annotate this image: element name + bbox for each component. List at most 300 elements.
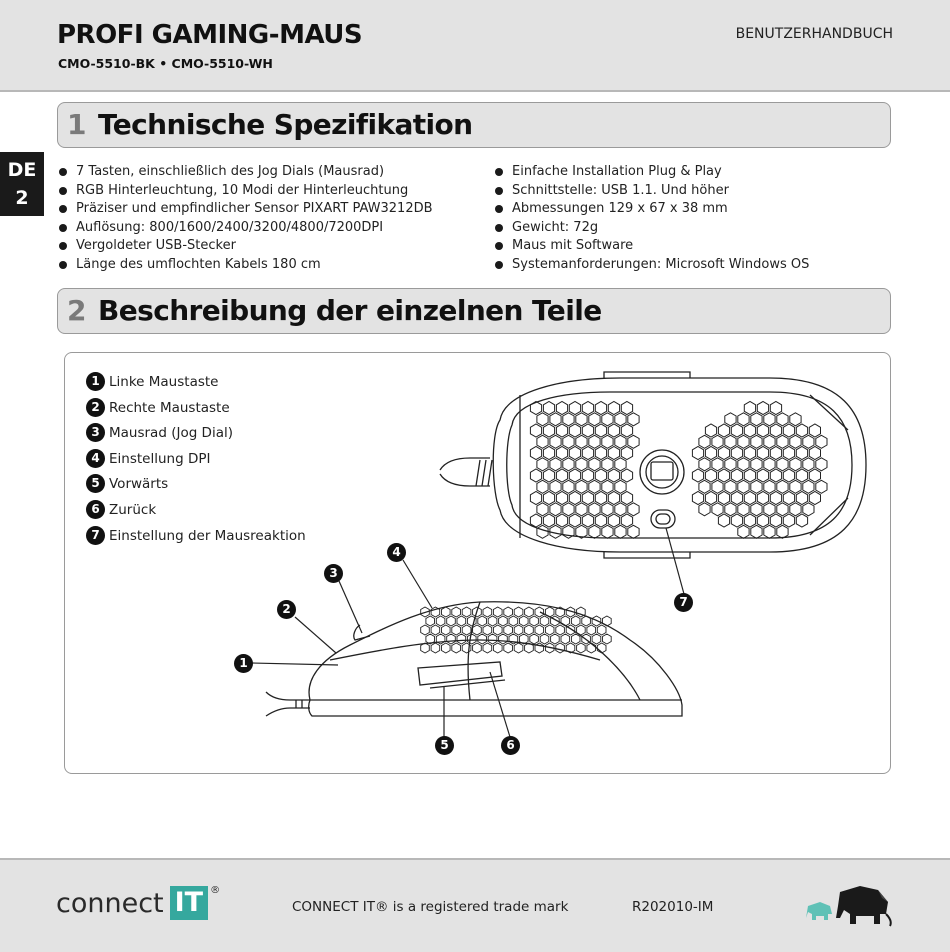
hex-hole <box>569 447 580 460</box>
hex-hole <box>530 634 539 644</box>
callout-2-badge: 2 <box>277 600 296 619</box>
legend-item <box>86 500 306 526</box>
hex-hole <box>537 458 548 471</box>
hex-hole <box>535 607 544 617</box>
hex-hole <box>615 503 626 516</box>
spec-item: Präziser und empfindlicher Sensor PIXART PAW3212DB <box>58 200 433 219</box>
legend-item <box>86 526 306 552</box>
hex-hole <box>692 492 703 505</box>
hex-hole <box>712 458 723 471</box>
hex-hole <box>431 625 440 635</box>
hex-hole <box>764 435 775 448</box>
hex-hole <box>452 643 461 653</box>
hex-hole <box>796 447 807 460</box>
hex-hole <box>442 607 451 617</box>
hex-hole <box>757 492 768 505</box>
hex-pattern-left <box>530 402 639 539</box>
hex-hole <box>556 514 567 527</box>
hex-hole <box>431 643 440 653</box>
hex-hole <box>783 514 794 527</box>
hex-hole <box>751 413 762 426</box>
hex-hole <box>563 458 574 471</box>
hex-hole <box>582 492 593 505</box>
hex-pattern-side <box>421 607 612 653</box>
hex-hole <box>545 625 554 635</box>
hex-hole <box>602 413 613 426</box>
hex-hole <box>725 458 736 471</box>
hex-hole <box>582 616 591 626</box>
hex-hole <box>757 469 768 482</box>
hex-hole <box>712 503 723 516</box>
hex-hole <box>569 492 580 505</box>
hex-hole <box>738 503 749 516</box>
hex-hole <box>621 424 632 437</box>
hex-hole <box>796 514 807 527</box>
hex-hole <box>483 625 492 635</box>
hex-hole <box>751 503 762 516</box>
hex-hole <box>543 492 554 505</box>
legend-label: Mausrad (Jog Dial) <box>109 425 233 442</box>
hex-hole <box>597 625 606 635</box>
hex-hole <box>783 424 794 437</box>
hex-hole <box>587 625 596 635</box>
hex-hole <box>509 616 518 626</box>
hex-hole <box>757 402 768 415</box>
legend-label: Vorwärts <box>109 476 169 493</box>
spec-item: Maus mit Software <box>494 237 809 256</box>
hex-hole <box>692 447 703 460</box>
hex-hole <box>571 616 580 626</box>
hex-hole <box>803 480 814 493</box>
hex-hole <box>731 424 742 437</box>
hex-hole <box>582 402 593 415</box>
hex-hole <box>628 503 639 516</box>
hex-hole <box>563 435 574 448</box>
hex-hole <box>803 458 814 471</box>
hex-hole <box>589 458 600 471</box>
hex-hole <box>608 424 619 437</box>
hex-hole <box>519 616 528 626</box>
hex-hole <box>462 607 471 617</box>
hex-hole <box>540 616 549 626</box>
hex-hole <box>777 458 788 471</box>
hex-hole <box>783 447 794 460</box>
brand-logo <box>56 885 220 921</box>
hex-hole <box>757 424 768 437</box>
spec-item: Einfache Installation Plug & Play <box>494 163 809 182</box>
hex-hole <box>426 616 435 626</box>
hex-hole <box>592 634 601 644</box>
hex-hole <box>628 435 639 448</box>
hex-hole <box>764 458 775 471</box>
hex-hole <box>589 503 600 516</box>
model-numbers: CMO-5510-BK • CMO-5510-WH <box>58 56 273 71</box>
hex-hole <box>556 447 567 460</box>
hex-hole <box>543 402 554 415</box>
hex-hole <box>582 514 593 527</box>
hex-hole <box>692 469 703 482</box>
hex-hole <box>803 435 814 448</box>
hex-hole <box>731 514 742 527</box>
hex-hole <box>803 503 814 516</box>
hex-hole <box>796 424 807 437</box>
hex-hole <box>809 469 820 482</box>
legend-label: Rechte Maustaste <box>109 399 230 416</box>
hex-hole <box>457 634 466 644</box>
hex-hole <box>796 492 807 505</box>
hex-hole <box>582 424 593 437</box>
hex-hole <box>530 616 539 626</box>
hex-hole <box>751 480 762 493</box>
legend-label: Einstellung DPI <box>109 450 211 467</box>
legend-item <box>86 449 306 475</box>
product-title: PROFI GAMING-MAUS <box>57 20 363 50</box>
hex-hole <box>504 643 513 653</box>
hex-hole <box>608 514 619 527</box>
hex-hole <box>421 625 430 635</box>
hex-hole <box>550 413 561 426</box>
hex-hole <box>725 413 736 426</box>
hex-hole <box>457 616 466 626</box>
hex-hole <box>569 424 580 437</box>
hex-hole <box>608 492 619 505</box>
brand-wordmark: connect <box>56 887 164 919</box>
hex-hole <box>540 634 549 644</box>
hex-hole <box>603 616 612 626</box>
language-code: DE <box>7 159 37 181</box>
hex-hole <box>603 634 612 644</box>
hex-hole <box>790 413 801 426</box>
hex-hole <box>436 616 445 626</box>
legend-number-badge: 2 <box>86 398 105 417</box>
hex-hole <box>473 643 482 653</box>
hex-hole <box>699 435 710 448</box>
hex-hole <box>770 469 781 482</box>
hex-hole <box>530 424 541 437</box>
hex-hole <box>550 458 561 471</box>
mouse-side-view <box>266 602 682 716</box>
hex-hole <box>615 458 626 471</box>
hex-hole <box>525 625 534 635</box>
spec-item: Abmessungen 129 x 67 x 38 mm <box>494 200 809 219</box>
hex-hole <box>569 402 580 415</box>
hex-hole <box>556 643 565 653</box>
hex-hole <box>447 616 456 626</box>
hex-hole <box>442 625 451 635</box>
hex-hole <box>493 643 502 653</box>
callout-6-badge: 6 <box>501 736 520 755</box>
hex-hole <box>725 480 736 493</box>
hex-hole <box>525 643 534 653</box>
hex-hole <box>783 469 794 482</box>
hex-hole <box>589 435 600 448</box>
section-1-title: Technische Spezifikation <box>98 108 473 141</box>
hex-hole <box>550 503 561 516</box>
hex-hole <box>602 458 613 471</box>
hex-hole <box>499 634 508 644</box>
hex-hole <box>563 480 574 493</box>
legend-item <box>86 398 306 424</box>
hex-hole <box>615 525 626 538</box>
spec-item: Auflösung: 800/1600/2400/3200/4800/7200DPI <box>58 219 433 238</box>
hex-hole <box>525 607 534 617</box>
hex-hole <box>718 514 729 527</box>
callout-5-badge: 5 <box>435 736 454 755</box>
hex-hole <box>621 469 632 482</box>
hex-hole <box>790 435 801 448</box>
hex-hole <box>615 413 626 426</box>
spec-item: Systemanforderungen: Microsoft Windows OS <box>494 256 809 275</box>
hex-hole <box>550 435 561 448</box>
hex-hole <box>576 458 587 471</box>
hex-hole <box>809 447 820 460</box>
hex-hole <box>530 447 541 460</box>
hex-hole <box>537 435 548 448</box>
hex-hole <box>770 447 781 460</box>
hex-hole <box>493 625 502 635</box>
hex-hole <box>777 525 788 538</box>
hex-hole <box>478 634 487 644</box>
hex-hole <box>577 643 586 653</box>
hex-hole <box>576 503 587 516</box>
hex-hole <box>744 492 755 505</box>
hex-hole <box>595 514 606 527</box>
hex-hole <box>777 413 788 426</box>
hex-hole <box>563 503 574 516</box>
hex-hole <box>705 469 716 482</box>
hex-hole <box>543 424 554 437</box>
hex-hole <box>462 625 471 635</box>
hex-hole <box>530 469 541 482</box>
hex-hole <box>783 492 794 505</box>
hex-hole <box>764 480 775 493</box>
hex-hole <box>442 643 451 653</box>
hex-hole <box>561 634 570 644</box>
hex-hole <box>699 503 710 516</box>
legend-number-badge: 6 <box>86 500 105 519</box>
hex-hole <box>738 435 749 448</box>
hex-hole <box>816 435 827 448</box>
hex-hole <box>744 424 755 437</box>
trademark-notice: CONNECT IT® is a registered trade mark <box>292 899 569 915</box>
hex-hole <box>816 458 827 471</box>
hex-hole <box>582 447 593 460</box>
brand-it-box: IT <box>170 886 208 920</box>
hex-hole <box>757 447 768 460</box>
hex-hole <box>712 480 723 493</box>
legend-number-badge: 5 <box>86 474 105 493</box>
hex-hole <box>595 492 606 505</box>
hex-hole <box>543 514 554 527</box>
hex-hole <box>790 480 801 493</box>
hex-hole <box>452 625 461 635</box>
hex-hole <box>608 402 619 415</box>
page-number: 2 <box>15 187 29 209</box>
hex-hole <box>530 492 541 505</box>
hex-hole <box>751 458 762 471</box>
hex-hole <box>699 458 710 471</box>
hex-hole <box>705 424 716 437</box>
document-type-label: BENUTZERHANDBUCH <box>735 26 893 42</box>
hex-hole <box>576 413 587 426</box>
spec-item: RGB Hinterleuchtung, 10 Modi der Hinterleuchtung <box>58 182 433 201</box>
hex-hole <box>816 480 827 493</box>
hex-hole <box>483 607 492 617</box>
hex-hole <box>530 402 541 415</box>
hex-hole <box>421 643 430 653</box>
hex-hole <box>537 525 548 538</box>
document-id: R202010-IM <box>632 899 714 915</box>
hex-hole <box>571 634 580 644</box>
hex-hole <box>543 447 554 460</box>
hex-hole <box>563 525 574 538</box>
hex-hole <box>615 480 626 493</box>
hex-hole <box>725 435 736 448</box>
hex-hole <box>764 525 775 538</box>
hex-hole <box>738 413 749 426</box>
hex-hole <box>744 447 755 460</box>
hex-hole <box>576 480 587 493</box>
hex-hole <box>569 469 580 482</box>
hex-hole <box>757 514 768 527</box>
section-2-title: Beschreibung der einzelnen Teile <box>98 294 602 327</box>
hex-hole <box>777 435 788 448</box>
hex-hole <box>589 480 600 493</box>
hex-hole <box>514 643 523 653</box>
hex-hole <box>504 625 513 635</box>
section-2-number: 2 <box>67 294 87 327</box>
hex-hole <box>556 424 567 437</box>
hex-hole <box>535 643 544 653</box>
hex-pattern-right <box>692 402 827 539</box>
hex-hole <box>493 607 502 617</box>
legend-number-badge: 1 <box>86 372 105 391</box>
registered-mark: ® <box>210 885 221 896</box>
elephant-logo-icon <box>800 880 895 930</box>
hex-hole <box>576 435 587 448</box>
hex-hole <box>731 447 742 460</box>
hex-hole <box>589 525 600 538</box>
hex-hole <box>718 424 729 437</box>
hex-hole <box>431 607 440 617</box>
hex-hole <box>744 514 755 527</box>
hex-hole <box>452 607 461 617</box>
callout-4-badge: 4 <box>387 543 406 562</box>
hex-hole <box>537 413 548 426</box>
hex-hole <box>770 402 781 415</box>
hex-hole <box>712 435 723 448</box>
hex-hole <box>582 469 593 482</box>
hex-hole <box>621 514 632 527</box>
hex-hole <box>751 435 762 448</box>
hex-hole <box>628 525 639 538</box>
hex-hole <box>483 643 492 653</box>
section-1-number: 1 <box>67 108 87 141</box>
hex-hole <box>551 634 560 644</box>
hex-hole <box>467 634 476 644</box>
hex-hole <box>595 402 606 415</box>
hex-hole <box>744 402 755 415</box>
hex-hole <box>621 492 632 505</box>
hex-hole <box>543 469 554 482</box>
hex-hole <box>563 413 574 426</box>
mouse-bottom-view <box>440 372 866 558</box>
hex-hole <box>577 625 586 635</box>
hex-hole <box>504 607 513 617</box>
hex-hole <box>718 447 729 460</box>
hex-hole <box>705 447 716 460</box>
hex-hole <box>537 480 548 493</box>
callout-1-badge: 1 <box>234 654 253 673</box>
legend-label: Einstellung der Mausreaktion <box>109 527 306 544</box>
hex-hole <box>608 469 619 482</box>
hex-hole <box>447 634 456 644</box>
hex-hole <box>602 435 613 448</box>
hex-hole <box>738 458 749 471</box>
spec-item: 7 Tasten, einschließlich des Jog Dials (Mausrad) <box>58 163 433 182</box>
hex-hole <box>602 525 613 538</box>
hex-hole <box>764 413 775 426</box>
hex-hole <box>738 480 749 493</box>
hex-hole <box>556 402 567 415</box>
hex-hole <box>530 514 541 527</box>
legend-item <box>86 423 306 449</box>
spec-item: Vergoldeter USB-Stecker <box>58 237 433 256</box>
hex-hole <box>705 492 716 505</box>
hex-hole <box>628 413 639 426</box>
hex-hole <box>556 492 567 505</box>
hex-hole <box>738 525 749 538</box>
hex-hole <box>467 616 476 626</box>
hex-hole <box>535 625 544 635</box>
callout-3-badge: 3 <box>324 564 343 583</box>
hex-hole <box>751 525 762 538</box>
hex-hole <box>514 607 523 617</box>
hex-hole <box>488 616 497 626</box>
hex-hole <box>473 625 482 635</box>
hex-hole <box>569 514 580 527</box>
hex-hole <box>790 458 801 471</box>
hex-hole <box>718 492 729 505</box>
legend-item <box>86 372 306 398</box>
hex-hole <box>764 503 775 516</box>
legend-number-badge: 4 <box>86 449 105 468</box>
hex-hole <box>796 469 807 482</box>
hex-hole <box>770 514 781 527</box>
legend-item <box>86 474 306 500</box>
spec-item: Gewicht: 72g <box>494 219 809 238</box>
hex-hole <box>777 480 788 493</box>
hex-hole <box>545 607 554 617</box>
hex-hole <box>602 503 613 516</box>
hex-hole <box>621 447 632 460</box>
callout-7-badge: 7 <box>674 593 693 612</box>
hex-hole <box>488 634 497 644</box>
legend-number-badge: 3 <box>86 423 105 442</box>
hex-hole <box>595 469 606 482</box>
hex-hole <box>621 402 632 415</box>
hex-hole <box>777 503 788 516</box>
hex-hole <box>499 616 508 626</box>
legend-label: Zurück <box>109 501 157 518</box>
hex-hole <box>556 625 565 635</box>
hex-hole <box>770 492 781 505</box>
hex-hole <box>587 643 596 653</box>
legend-number-badge: 7 <box>86 526 105 545</box>
hex-hole <box>744 469 755 482</box>
hex-hole <box>731 469 742 482</box>
hex-hole <box>725 503 736 516</box>
